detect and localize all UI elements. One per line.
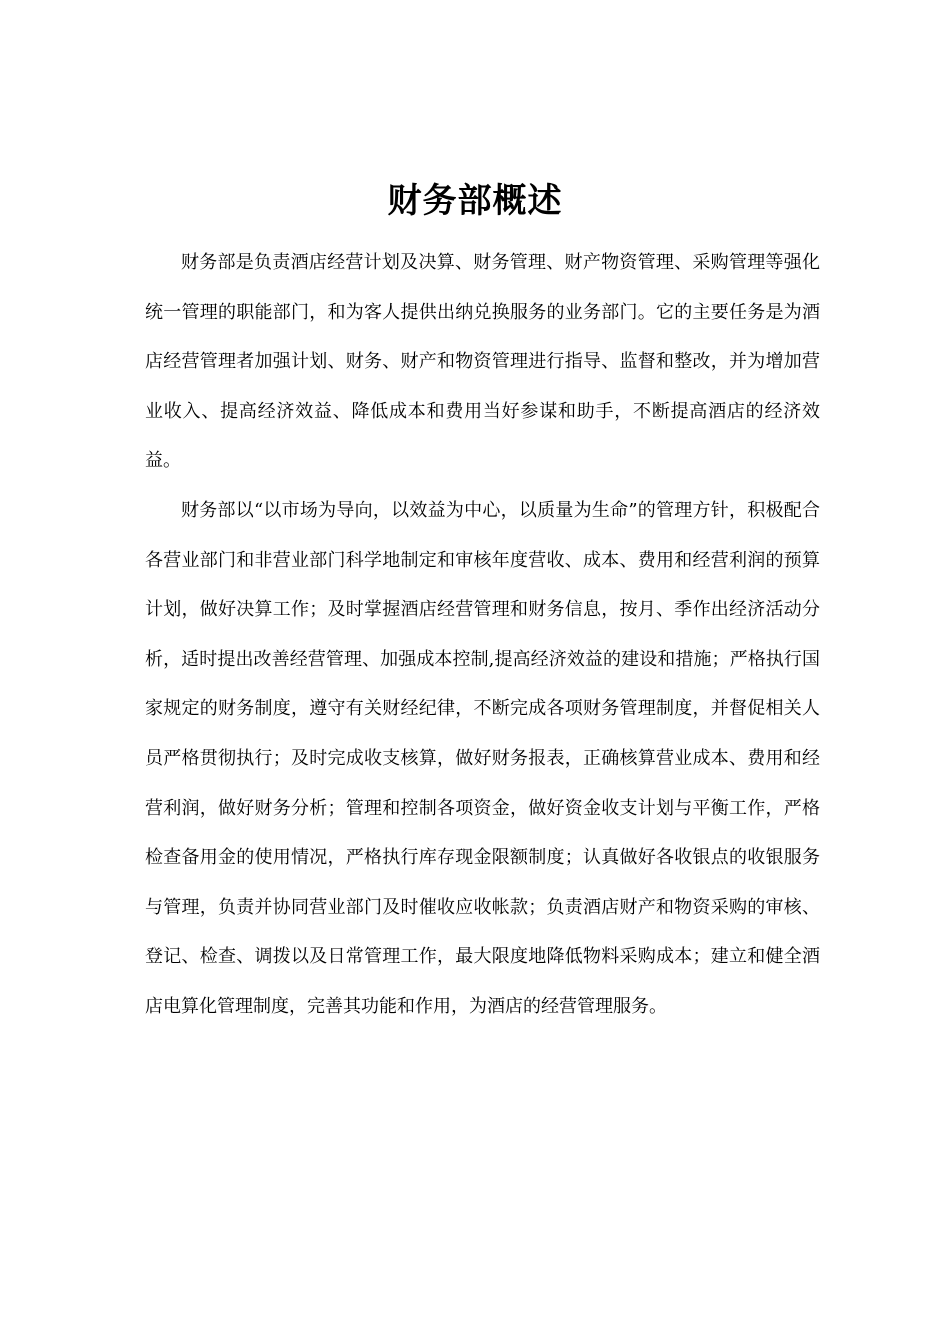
paragraph-responsibilities: 财务部以“以市场为导向，以效益为中心，以质量为生命”的管理方针，积极配合各营业部门和非营业部门科学地制定和审核年度营收、成本、费用和经营利润的预算计划，做好决算工作；及时掌握酒店经营管理和财务信息，按月、季作出经济活动分析，适时提出改善经营管理、加强成本控制,提高经济效益的建设和措施；严格执行国家规定的财务制度，遵守有关财经纪律，不断完成各项财务管理制度，并督促相关人员严格贯彻执行；及时完成收支核算，做好财务报表，正确核算营业成本、费用和经营利润，做好财务分析；管理和控制各项资金，做好资金收支计划与平衡工作，严格检查备用金的使用情况，严格执行库存现金限额制度；认真做好各收银点的收银服务与管理，负责并协同营业部门及时催收应收帐款；负责酒店财产和物资采购的审核、登记、检查、调拨以及日常管理工作，最大限度地降低物料采购成本；建立和健全酒店电算化管理制度，完善其功能和作用，为酒店的经营管理服务。 — [145, 499, 820, 1017]
page-title: 财务部概述 — [387, 180, 563, 221]
document-body — [145, 238, 820, 1032]
paragraph-overview: 财务部是负责酒店经营计划及决算、财务管理、财产物资管理、采购管理等强化统一管理的职能部门，和为客人提供出纳兑换服务的业务部门。它的主要任务是为酒店经营管理者加强计划、财务、财产和物资管理进行指导、监督和整改，并为增加营业收入、提高经济效益、降低成本和费用当好参谋和助手，不断提高酒店的经济效益。 — [145, 252, 820, 472]
